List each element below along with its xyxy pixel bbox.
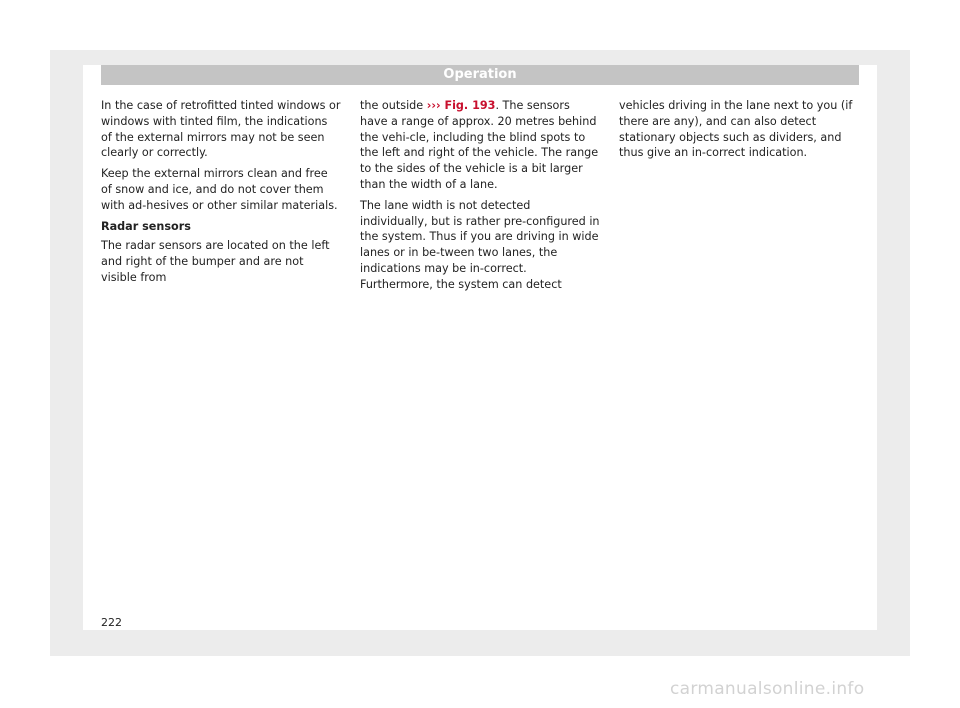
- figure-reference-link[interactable]: ››› Fig. 193: [426, 99, 496, 112]
- paragraph-text: the outside: [360, 99, 427, 112]
- paragraph: The lane width is not detected individually, but is rather pre-configured in the system. Thus if you are driving in wide lanes or in be-tween two lanes, the indications may be in-correct. Furthermore, the system can detect: [360, 198, 600, 291]
- paragraph: [360, 98, 600, 193]
- page-number: 222: [101, 616, 122, 629]
- paragraph: In the case of retrofitted tinted windows or windows with tinted film, the indications of the external mirrors may not be seen clearly or correctly.: [101, 99, 341, 160]
- paragraph: vehicles driving in the lane next to you (if there are any), and can also detect stationary objects such as dividers, and thus give an in-correct indication.: [619, 99, 853, 160]
- paragraph: The radar sensors are located on the left and right of the bumper and are not visible from: [101, 239, 330, 284]
- paragraph-text: . The sensors have a range of approx. 20 metres behind the vehi-cle, including the blind spots to the left and right of the vehicle. The range to the sides of the vehicle is a bit larger than the width of a lane.: [360, 99, 599, 191]
- paragraph: Keep the external mirrors clean and free of snow and ice, and do not cover them with ad-hesives or other similar materials.: [101, 167, 338, 212]
- text-column-3: [619, 98, 859, 166]
- subheading: Radar sensors: [101, 219, 191, 233]
- text-column-2: [360, 98, 600, 298]
- text-column-1: [101, 98, 341, 291]
- section-header: Operation: [101, 65, 859, 85]
- watermark: carmanualsonline.info: [670, 679, 865, 699]
